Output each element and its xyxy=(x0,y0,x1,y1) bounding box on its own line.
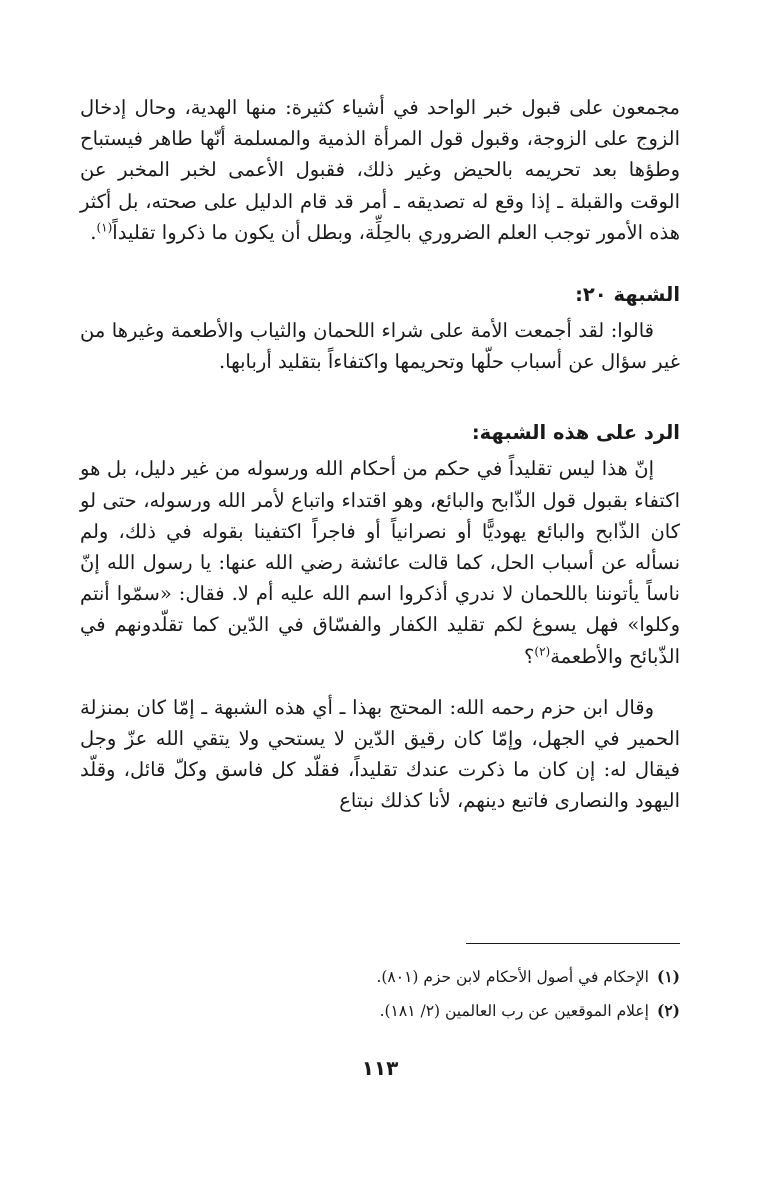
footnotes xyxy=(80,960,680,1028)
paragraph-4: وقال ابن حزم رحمه الله: المحتج بهذا ـ أي هذه الشبهة ـ إمّا كان بمنزلة الحمير في الجهل، وإمّا كان رقيق الدّين لا يستحي ولا يتقي الله عزّ وجل فيقال له: إن كان ما ذكرت عندك تقليداً، فقلّد كل فاسق وكلّ قائل، وقلّد اليهود والنصارى فاتبع دينهم، لأنا كذلك نبتاع xyxy=(80,695,680,813)
footnote-separator xyxy=(466,943,680,944)
paragraph-1-text: مجمعون على قبول خبر الواحد في أشياء كثيرة: منها الهدية، وحال إدخال الزوج على الزوجة، وقبول قول المرأة الذمية والمسلمة أنّها طاهر فيستباح وطؤها بعد تحريمه بالحيض وغير ذلك، فقبول الأعمى لخبر المخبر عن الوقت والقبلة ـ إذا وقع له تصديقه ـ أمر قد قام الدليل على صحته، بل أكثر هذه الأمور توجب العلم الضروري بالحِلِّة، وبطل أن يكون ما ذكروا تقليداً xyxy=(80,96,680,244)
footnote-1 xyxy=(80,960,680,994)
page-body xyxy=(80,92,680,817)
paragraph-1 xyxy=(80,92,680,248)
paragraph-2: قالوا: لقد أجمعت الأمة على شراء اللحمان والثياب والأطعمة وغيرها من غير سؤال عن أسباب حلّها وتحريمها واكتفاءاً بتقليد أربابها. xyxy=(80,319,680,374)
footnote-1-number: (١) xyxy=(656,967,680,986)
footnote-ref-1[interactable]: (١) xyxy=(96,220,113,235)
footnote-1-text: الإحكام في أصول الأحكام لابن حزم (٨٠١). xyxy=(376,968,649,986)
footnote-2-number: (٢) xyxy=(656,1001,680,1020)
paragraph-1-end: . xyxy=(90,220,97,244)
paragraph-3 xyxy=(80,453,680,671)
footnote-ref-2[interactable]: (٢) xyxy=(534,644,551,659)
footnote-2 xyxy=(80,994,680,1028)
page-number: ١١٣ xyxy=(361,1056,399,1080)
paragraph-3-text: إنّ هذا ليس تقليداً في حكم من أحكام الله ورسوله من غير دليل، بل هو اكتفاء بقبول قول الذّابح والبائع، وهو اقتداء واتباع لأمر الله ورسوله، حتى لو كان الذّابح والبائع يهوديًّا أو نصرانياً أو فاجراً اكتفينا بقوله في ذلك، ولم نسأله عن أسباب الحل، كما قالت عائشة رضي الله عنها: يا رسول الله إنّ ناساً يأتوننا باللحمان لا ندري أذكروا اسم الله عليه أم لا. فقال: «سمّوا أنتم وكلوا» فهل يسوغ لكم تقليد الكفار والفسّاق في الدّين كما تقلّدونهم في الذّبائح والأطعمة xyxy=(80,457,680,668)
section-heading-reply: الرد على هذه الشبهة: xyxy=(471,421,680,445)
section-heading-shubha-20: الشبهة ٢٠: xyxy=(575,283,680,307)
footnote-2-text: إعلام الموقعين عن رب العالمين (٢/ ١٨١). xyxy=(379,1002,649,1020)
paragraph-3-end: ؟ xyxy=(524,644,535,668)
